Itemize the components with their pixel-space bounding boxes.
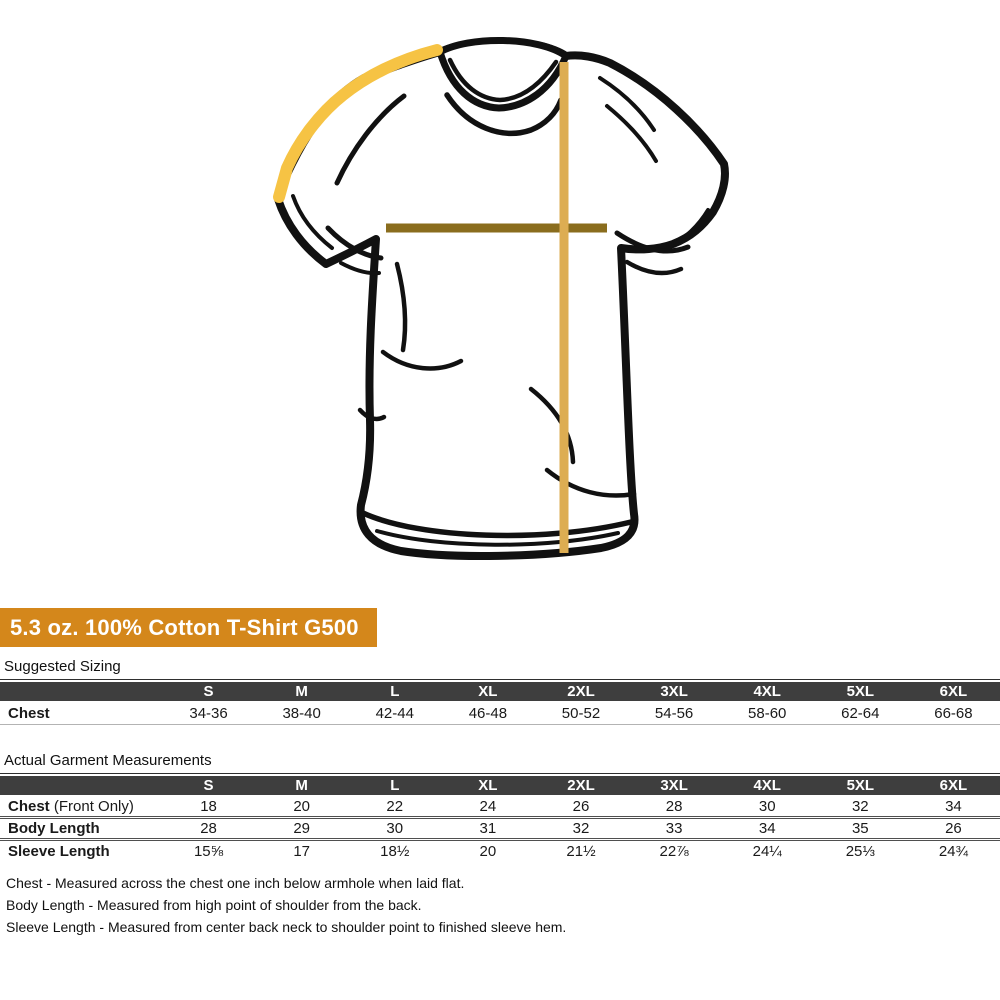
measurement-cell: 17 xyxy=(293,842,310,860)
measurement-cell: 30 xyxy=(348,818,441,840)
measurement-cell: 31 xyxy=(441,818,534,840)
measurement-cell: 34-36 xyxy=(162,702,255,724)
tshirt-outline xyxy=(278,42,725,556)
measurement-cell: 22 xyxy=(348,796,441,818)
measurement-cell: 24 xyxy=(441,796,534,818)
measurement-cell: 32 xyxy=(534,818,627,840)
size-column-header: 2XL xyxy=(534,776,627,796)
size-column-header: L xyxy=(348,682,441,702)
measurement-cell: 34 xyxy=(721,818,814,840)
suggested-sizing-label: Suggested Sizing xyxy=(0,658,1000,680)
size-column-header: M xyxy=(255,776,348,796)
measurement-cell: 35 xyxy=(814,818,907,840)
measurement-cell: 20 xyxy=(255,796,348,818)
measurement-cell: 46-48 xyxy=(441,702,534,724)
measurement-cell: 26 xyxy=(534,796,627,818)
footnote-sleeve-length: Sleeve Length - Measured from center back neck to shoulder point to finished sleeve hem. xyxy=(6,918,567,935)
measurement-cell: 18 xyxy=(162,796,255,818)
table-corner-cell xyxy=(0,776,162,796)
measurement-cell: 34 xyxy=(907,796,1000,818)
row-label: Chest (Front Only) xyxy=(0,796,162,818)
measurement-cell: 15⅝ xyxy=(193,842,224,860)
measurement-cell: 28 xyxy=(628,796,721,818)
measurement-cell: 29 xyxy=(255,818,348,840)
spec-sheet xyxy=(0,608,1000,938)
measurement-cell: 26 xyxy=(907,818,1000,840)
measurement-cell: 66-68 xyxy=(907,702,1000,724)
measurement-cell: 18½ xyxy=(380,842,410,860)
measurement-cell: 50-52 xyxy=(534,702,627,724)
measurement-cell: 32 xyxy=(814,796,907,818)
size-column-header: 4XL xyxy=(721,682,814,702)
size-column-header: 3XL xyxy=(628,776,721,796)
footnote-body-length: Body Length - Measured from high point of shoulder from the back. xyxy=(6,896,422,913)
row-label: Sleeve Length xyxy=(8,842,110,860)
size-column-header: 4XL xyxy=(721,776,814,796)
measurement-cell: 54-56 xyxy=(628,702,721,724)
size-column-header: S xyxy=(162,776,255,796)
measurement-footnotes xyxy=(0,872,1000,938)
measurement-cell: 24¾ xyxy=(938,842,969,860)
size-column-header: XL xyxy=(441,682,534,702)
size-column-header: L xyxy=(348,776,441,796)
size-column-header: 6XL xyxy=(907,682,1000,702)
garment-measurements-table xyxy=(0,776,1000,862)
size-column-header: 3XL xyxy=(628,682,721,702)
row-label: Body Length xyxy=(0,818,162,840)
measurement-cell: 28 xyxy=(162,818,255,840)
measurement-cell: 24¼ xyxy=(752,842,782,860)
suggested-sizing-table xyxy=(0,682,1000,725)
size-column-header: 5XL xyxy=(814,776,907,796)
measurement-cell: 21½ xyxy=(566,842,596,860)
garment-measurements-label: Actual Garment Measurements xyxy=(0,752,1000,774)
measurement-cell: 25⅓ xyxy=(845,842,875,860)
table-corner-cell xyxy=(0,682,162,702)
footnote-chest: Chest - Measured across the chest one inch below armhole when laid flat. xyxy=(6,874,465,891)
measurement-cell: 38-40 xyxy=(255,702,348,724)
size-column-header: S xyxy=(162,682,255,702)
size-column-header: 6XL xyxy=(907,776,1000,796)
measurement-cell: 30 xyxy=(721,796,814,818)
measurement-cell: 33 xyxy=(628,818,721,840)
size-column-header: 2XL xyxy=(534,682,627,702)
size-column-header: 5XL xyxy=(814,682,907,702)
size-column-header: XL xyxy=(441,776,534,796)
product-title-banner: 5.3 oz. 100% Cotton T-Shirt G500 xyxy=(0,608,377,647)
measurement-cell: 42-44 xyxy=(348,702,441,724)
measurement-cell: 22⅞ xyxy=(659,842,689,860)
measurement-cell: 58-60 xyxy=(721,702,814,724)
size-column-header: M xyxy=(255,682,348,702)
measurement-cell: 20 xyxy=(479,842,497,860)
row-label: Chest xyxy=(0,702,162,724)
measurement-cell: 62-64 xyxy=(814,702,907,724)
